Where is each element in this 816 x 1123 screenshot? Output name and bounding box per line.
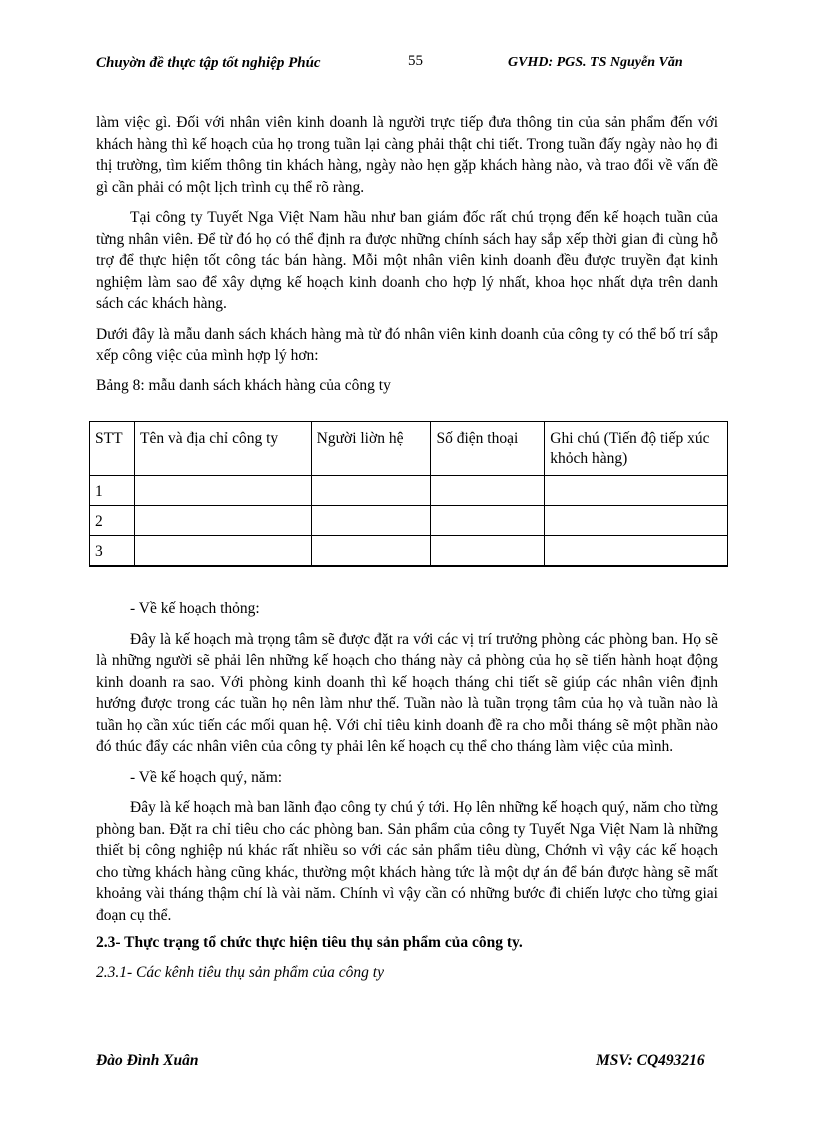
table-row (90, 506, 728, 536)
table-cell (545, 476, 728, 506)
header-supervisor: GVHD: PGS. TS Nguyễn Văn (508, 55, 683, 70)
yearly-plan-body: Đây là kế hoạch mà ban lãnh đạo công ty chú ý tới. Họ lên những kế hoạch quý, năm cho từng phòng ban. Đặt ra chỉ tiêu cho các phòng ban. Sản phẩm của công ty Tuyết Nga Việt Nam là những thiết bị công nghiệp nú khác rất nhiều so với các sản phẩm tiêu dùng, Chớnh vì vậy các kế hoạch cho từng khách hàng cũng khác, thường một khách hàng tức là một dự án để bán được hàng sẽ mất khoảng vài tháng thậm chí là vài năm. Chính vì vậy cần có những bước đi chiến lược cho từng giai đoạn cụ thể. (96, 799, 718, 924)
table-cell (134, 506, 311, 536)
column-header: STT (90, 422, 135, 476)
table-cell (311, 506, 431, 536)
body-text-continued (96, 598, 718, 983)
table-cell (545, 536, 728, 567)
page-number: 55 (408, 53, 423, 69)
table-cell (545, 506, 728, 536)
paragraph-1: làm việc gì. Đối với nhân viên kinh doanh là người trực tiếp đưa thông tin của sản phẩm đến với khách hàng thì kế hoạch của họ trong tuần lại càng phải thật chi tiết. Trong tuần đấy ngày nào họ đi thị trường, tìm kiếm thông tin khách hàng, ngày nào hẹn gặp khách hàng nào, và trao đổi về vấn đề gì cần phải có một lịch trình cụ thể rõ ràng. (96, 114, 718, 196)
table-cell (431, 476, 545, 506)
column-header: Tên và địa chỉ công ty (134, 422, 311, 476)
table-cell: 3 (90, 536, 135, 567)
table-cell (134, 476, 311, 506)
paragraph-2: Tại công ty Tuyết Nga Việt Nam hầu như ban giám đốc rất chú trọng đến kế hoạch tuần của từng nhân viên. Để từ đó họ có thể định ra được những chính sách hay sắp xếp thời gian đi cùng hỗ trợ để thực hiện tốt công tác bán hàng. Mỗi một nhân viên kinh doanh đều được truyền đạt kinh nghiệm làm sao để xây dựng kế hoạch kinh doanh cho hợp lý nhất, khoa học nhất dựa trên danh sách các khách hàng. (96, 209, 718, 312)
yearly-plan-heading: - Về kế hoạch quý, năm: (130, 768, 283, 786)
table-header-row (90, 422, 728, 476)
paragraph-3: Dưới đây là mẫu danh sách khách hàng mà từ đó nhân viên kinh doanh của công ty có thể bố trí sắp xếp công việc của mình hợp lý hơn: (96, 325, 718, 364)
table-cell: 2 (90, 506, 135, 536)
column-header: Số điện thoại (431, 422, 545, 476)
table-row (90, 536, 728, 567)
table-cell (134, 536, 311, 567)
table-cell: 1 (90, 476, 135, 506)
header-doc-title: Chuyờn đề thực tập tốt nghiệp Phúc (96, 55, 321, 71)
footer-author: Đào Đình Xuân (96, 1052, 199, 1069)
table-cell (431, 536, 545, 567)
body-text (96, 112, 718, 396)
table-cell (431, 506, 545, 536)
footer-student-id: MSV: CQ493216 (596, 1052, 705, 1069)
table-row (90, 476, 728, 506)
table-caption: Bảng 8: mẫu danh sách khách hàng của công ty (96, 376, 391, 394)
table-cell (311, 476, 431, 506)
subsection-title: 2.3.1- Các kênh tiêu thụ sản phẩm của công ty (96, 963, 384, 981)
section-title: 2.3- Thực trạng tổ chức thực hiện tiêu thụ sản phẩm của công ty. (96, 934, 523, 951)
monthly-plan-body: Đây là kế hoạch mà trọng tâm sẽ được đặt ra với các vị trí trưởng phòng các phòng ban. Họ sẽ là những người sẽ phải lên những kế hoạch cho tháng này cả phòng của họ sẽ tiến hành hoạt động kinh doanh ra sao. Với phòng kinh doanh thì kế hoạch tháng chi tiết sẽ giúp các nhân viên định hướng được trong các tuần họ nên làm như thế. Tuần nào là tuần trọng tâm của họ và tuần nào là tuần họ cần xúc tiến các mối quan hệ. Với chỉ tiêu kinh doanh đề ra cho mỗi tháng sẽ một phần nào đó thúc đẩy các nhân viên của công ty phải lên kế hoạch cụ thể cho tháng làm việc của mình. (96, 630, 718, 755)
monthly-plan-heading: - Về kế hoạch thỏng: (130, 600, 260, 617)
table-cell (311, 536, 431, 567)
column-header: Người liờn hệ (311, 422, 431, 476)
column-header: Ghi chú (Tiến độ tiếp xúc khỏch hàng) (545, 422, 728, 476)
customer-list-table (89, 421, 728, 567)
